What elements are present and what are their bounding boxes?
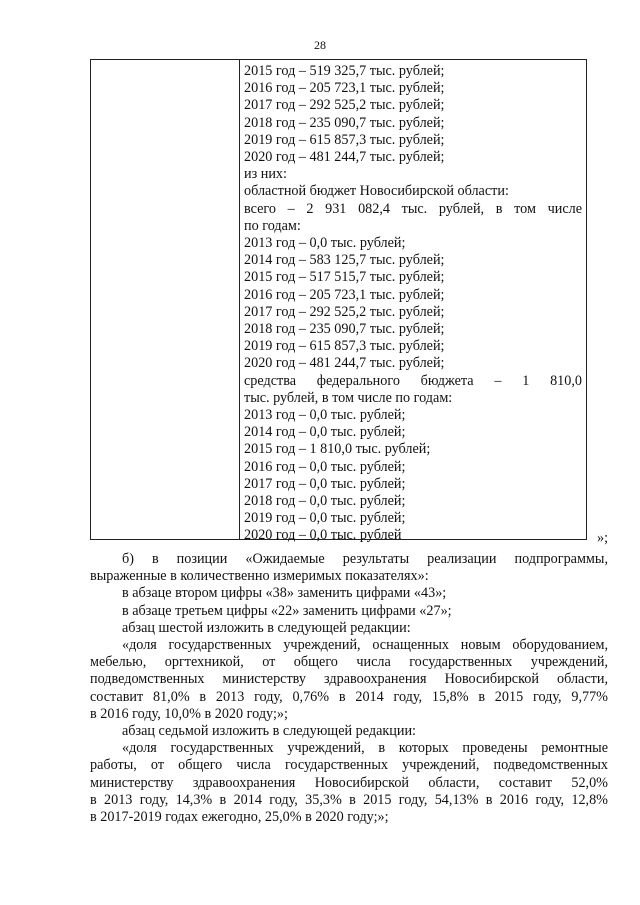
paragraph: в абзаце втором цифры «38» заменить цифрами «43»; xyxy=(122,585,447,602)
quote-line: подведомственных министерству здравоохранения Новосибирской области, xyxy=(90,671,608,688)
funding-line: 2016 год – 205 723,1 тыс. рублей; xyxy=(244,286,445,303)
funding-line: 2013 год – 0,0 тыс. рублей; xyxy=(244,235,406,252)
quote-line: составит 81,0% в 2013 году, 0,76% в 2014 году, 15,8% в 2015 году, 9,77% xyxy=(90,688,608,705)
paragraph: абзац седьмой изложить в следующей редакции: xyxy=(122,723,417,740)
funding-line: из них: xyxy=(244,166,287,183)
paragraph: абзац шестой изложить в следующей редакции: xyxy=(122,619,411,636)
funding-line: 2016 год – 0,0 тыс. рублей; xyxy=(244,458,406,475)
funding-line: 2015 год – 1 810,0 тыс. рублей; xyxy=(244,441,431,458)
funding-line: 2015 год – 517 515,7 тыс. рублей; xyxy=(244,269,445,286)
funding-line: областной бюджет Новосибирской области: xyxy=(244,183,509,200)
quote-line: в 2013 году, 14,3% в 2014 году, 35,3% в 2015 году, 54,13% в 2016 году, 12,8% xyxy=(90,791,608,808)
quote-line: «доля государственных учреждений, в которых проведены ремонтные xyxy=(122,740,608,757)
table-closing-mark: »; xyxy=(597,530,609,546)
quote-line: «доля государственных учреждений, оснащенных новым оборудованием, xyxy=(122,637,608,654)
paragraph-line: б) в позиции «Ожидаемые результаты реализации подпрограммы, xyxy=(122,551,608,567)
funding-line: 2019 год – 615 857,3 тыс. рублей; xyxy=(244,131,445,148)
funding-line: 2020 год – 481 244,7 тыс. рублей; xyxy=(244,149,445,166)
quote-line: в 2017-2019 годах ежегодно, 25,0% в 2020 году;»; xyxy=(90,809,389,826)
page-number: 28 xyxy=(314,38,326,52)
funding-line: 2017 год – 292 525,2 тыс. рублей; xyxy=(244,303,445,320)
funding-line: 2014 год – 583 125,7 тыс. рублей; xyxy=(244,252,445,269)
funding-line: 2020 год – 481 244,7 тыс. рублей; xyxy=(244,355,445,372)
funding-line: 2014 год – 0,0 тыс. рублей; xyxy=(244,424,406,441)
funding-line: 2019 год – 0,0 тыс. рублей; xyxy=(244,510,406,527)
table-column-divider xyxy=(239,60,240,539)
funding-line: 2017 год – 0,0 тыс. рублей; xyxy=(244,475,406,492)
funding-line: 2017 год – 292 525,2 тыс. рублей; xyxy=(244,97,445,114)
quote-line: работы, от общего числа государственных учреждений, подведомственных xyxy=(90,757,608,774)
funding-line: 2016 год – 205 723,1 тыс. рублей; xyxy=(244,80,445,97)
funding-line: средства федерального бюджета – 1 810,0 xyxy=(244,372,582,389)
funding-table xyxy=(90,59,587,544)
funding-line: 2019 год – 615 857,3 тыс. рублей; xyxy=(244,338,445,355)
paragraph: в абзаце третьем цифры «22» заменить цифрами «27»; xyxy=(122,602,452,619)
funding-line: 2013 год – 0,0 тыс. рублей; xyxy=(244,407,406,424)
funding-cell xyxy=(244,63,582,545)
funding-line: 2018 год – 235 090,7 тыс. рублей; xyxy=(244,321,445,338)
quote-line: мебелью, оргтехникой, от общего числа государственных учреждений, xyxy=(90,654,608,671)
quote-line: министерству здравоохранения Новосибирской области, составит 52,0% xyxy=(90,774,608,791)
funding-line: 2018 год – 0,0 тыс. рублей; xyxy=(244,493,406,510)
funding-line: тыс. рублей, в том числе по годам: xyxy=(244,389,453,406)
funding-line: по годам: xyxy=(244,217,301,234)
funding-line: 2018 год – 235 090,7 тыс. рублей; xyxy=(244,114,445,131)
paragraph-line: выраженные в количественно измеримых показателях»: xyxy=(90,568,429,585)
funding-line: всего – 2 931 082,4 тыс. рублей, в том числе xyxy=(244,200,582,217)
quote-line: в 2016 году, 10,0% в 2020 году;»; xyxy=(90,705,288,722)
amendment-text xyxy=(90,551,608,826)
funding-line: 2020 год – 0,0 тыс. рублей xyxy=(244,527,402,544)
funding-line: 2015 год – 519 325,7 тыс. рублей; xyxy=(244,63,445,79)
